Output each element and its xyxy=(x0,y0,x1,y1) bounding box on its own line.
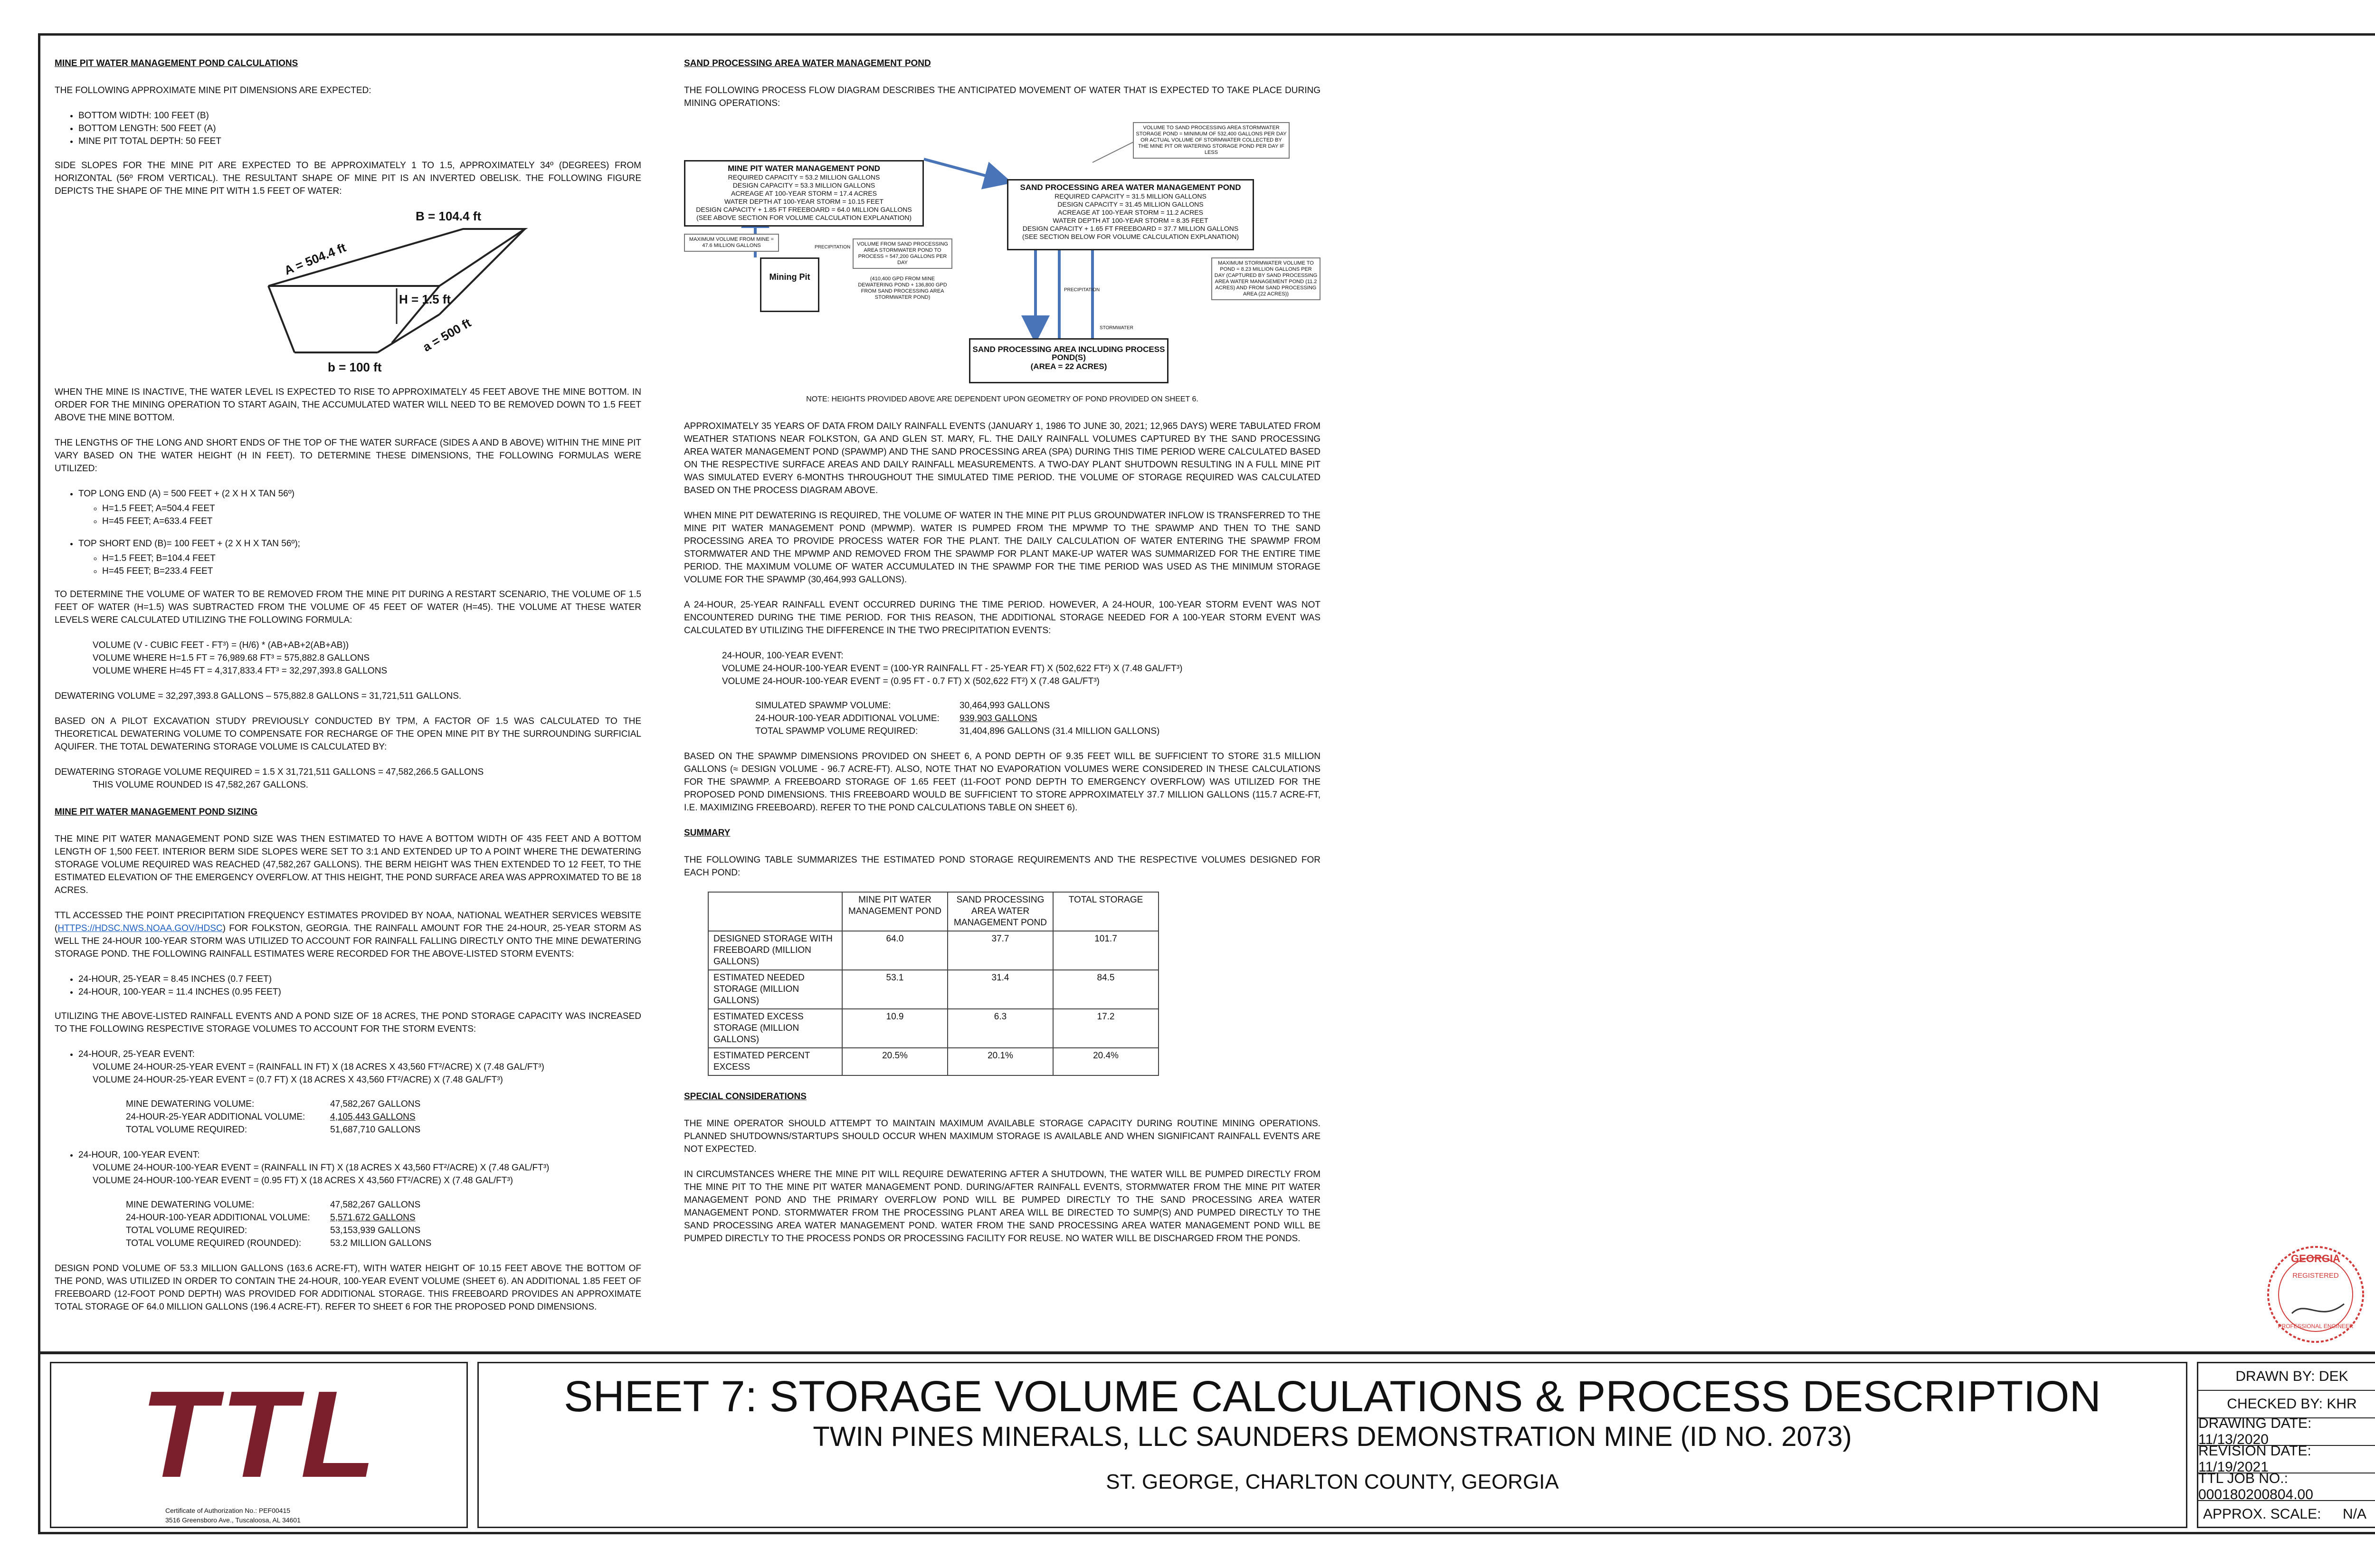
engineer-seal xyxy=(2263,1242,2368,1347)
list-item: • 24-HOUR, 100-YEAR = 11.4 INCHES (0.95 FEET) xyxy=(78,986,641,998)
formula-line: VOLUME WHERE H=45 FT = 4,317,833.4 FT³ = 32,297,393.8 GALLONS xyxy=(93,666,388,676)
volume-formulas xyxy=(55,639,641,677)
paragraph: IN CIRCUMSTANCES WHERE THE MINE PIT WILL REQUIRE DEWATERING AFTER A SHUTDOWN, THE WATER WILL BE PUMPED DIRECTLY FROM THE MINE PIT TO THE MINE PIT WATER MANAGEMENT POND. DURING/AFTER RAINFALL EVENTS, STORMWATER FROM THE MINE PIT WATER MANAGEMENT POND AND THE PRIMARY OVERFLOW POND WILL BE PUMPED DIRECTLY TO THE SAND PROCESSING AREA WATER MANAGEMENT POND. STORMWATER FROM THE PROCESSING PLANT AREA WILL BE DIRECTED TO SUMP(S) AND PUMPED DIRECTLY TO THE SAND PROCESSING AREA WATER MANAGEMENT POND. WATER FROM THE SAND PROCESSING AREA WATER MANAGEMENT POND WILL BE PUMPED DIRECTLY TO THE PROCESS PONDS OR PROCESSING FACILITY FOR REUSE. NO WATER WILL BE DISCHARGED FROM THE PONDS. xyxy=(684,1169,1320,1244)
text-span: ) FOR FOLKSTON, GEORGIA. THE RAINFALL AMOUNT FOR THE 24-HOUR, 25-YEAR STORM AS WELL THE 24-HOUR 100-YEAR STORM WAS UTILIZED TO ACCOUNT FOR RAINFALL FALLING DIRECTLY ONTO THE MINE DEWATERING STORAGE POND. THE FOLLOWING RAINFALL ESTIMATES WERE RECORDED FOR THE ABOVE-LISTED STORM EVENTS: xyxy=(55,923,641,959)
row-label: SIMULATED SPAWMP VOLUME: xyxy=(755,701,891,711)
box-line: DESIGN CAPACITY + 1.85 FT FREEBOARD = 64.0 MILLION GALLONS xyxy=(696,206,912,213)
event-25-table xyxy=(55,1098,641,1136)
list-item: ◦ H=45 FEET; B=233.4 FEET xyxy=(102,565,641,578)
list-item: • 24-HOUR, 25-YEAR EVENT: xyxy=(78,1048,641,1061)
list-item: • MINE PIT TOTAL DEPTH: 50 FEET xyxy=(78,135,641,148)
spa-box xyxy=(969,338,1168,383)
formula-line: THIS VOLUME ROUNDED IS 47,582,267 GALLONS. xyxy=(93,780,309,790)
label-b: b = 100 ft xyxy=(328,360,382,374)
list-item: • TOP LONG END (A) = 500 FEET + (2 X H X TAN 56º) xyxy=(78,487,641,500)
row-label: 24-HOUR-100-YEAR ADDITIONAL VOLUME: xyxy=(126,1213,310,1223)
event-100-list xyxy=(55,1149,641,1161)
paragraph: A 24-HOUR, 25-YEAR RAINFALL EVENT OCCURRED DURING THE TIME PERIOD. HOWEVER, A 24-HOUR, 100-YEAR STORM EVENT WAS NOT ENCOUNTERED DURING THE TIME PERIOD. FOR THIS REASON, THE ADDITIONAL STORAGE NEEDED FOR A 100-YEAR STORM EVENT WAS CALCULATED BY UTILIZING THE DIFFERENCE IN THE TWO PRECIPITATION EVENTS: xyxy=(684,600,1320,636)
formula-list-A xyxy=(55,487,641,500)
paragraph: SIDE SLOPES FOR THE MINE PIT ARE EXPECTED TO BE APPROXIMATELY 1 TO 1.5, APPROXIMATELY 34º (DEGREES) FROM HORIZONTAL (56º FROM VERTICAL). THE RESULTANT SHAPE OF MINE PIT IS AN INVERTED OBELISK. THE FOLLOWING FIGURE DEPICTS THE SHAPE OF THE MINE PIT WITH 1.5 FEET OF WATER: xyxy=(55,161,641,196)
formula-line: VOLUME 24-HOUR-100-YEAR EVENT = (0.95 FT - 0.7 FT) X (502,622 FT²) X (7.48 GAL/FT³) xyxy=(722,676,1100,686)
row-label: ESTIMATED PERCENT EXCESS xyxy=(708,1048,842,1075)
list-item: • BOTTOM LENGTH: 500 FEET (A) xyxy=(78,122,641,135)
box-line: WATER DEPTH AT 100-YEAR STORM = 8.35 FEET xyxy=(1053,217,1208,224)
seal-bottom-text: PROFESSIONAL ENGINEER xyxy=(2278,1323,2354,1330)
title-block xyxy=(40,1351,2375,1535)
rainfall-list xyxy=(55,973,641,998)
sub-list xyxy=(55,552,641,578)
formula-line: VOLUME 24-HOUR-100-YEAR EVENT = (RAINFALL IN FT) X (18 ACRES X 43,560 FT²/ACRE) X (7.48 GAL/FT³) xyxy=(93,1163,550,1173)
spawmp-box xyxy=(1007,179,1254,250)
note-process-volume: VOLUME FROM SAND PROCESSING AREA STORMWATER POND TO PROCESS = 547,200 GALLONS PER DAY xyxy=(853,238,952,269)
paragraph: THE FOLLOWING TABLE SUMMARIZES THE ESTIMATED POND STORAGE REQUIREMENTS AND THE RESPECTIVE VOLUMES DESIGNED FOR EACH POND: xyxy=(684,855,1320,878)
formula-list-B xyxy=(55,537,641,550)
list-item: • BOTTOM WIDTH: 100 FEET (B) xyxy=(78,109,641,122)
paragraph: APPROXIMATELY 35 YEARS OF DATA FROM DAILY RAINFALL EVENTS (JANUARY 1, 1986 TO JUNE 30, 2021; 12,965 DAYS) WERE TABULATED FROM WEATHER STATIONS NEAR FOLKSTON, GA AND GLEN ST. MARY, FL. THE DAILY RAINFALL VOLUMES CAPTURED BY THE SAND PROCESSING AREA WATER MANAGEMENT POND (SPAWMP) AND THE SAND PROCESSING AREA (SPA) DURING THIS TIME PERIOD WERE CALCULATED BASED ON THE RESPECTIVE SURFACE AREAS AND DAILY RAINFALL MEASUREMENTS. A TWO-DAY PLANT SHUTDOWN RESULTING IN A FULL MINE PIT WAS SIMULATED EVERY 6-MONTHS THROUGHOUT THE SIMULATED TIME PERIOD. THE VOLUME OF STORAGE REQUIRED WAS CALCULATED BASED ON THE PROCESS DIAGRAM ABOVE. xyxy=(684,421,1320,495)
box-line: (SEE SECTION BELOW FOR VOLUME CALCULATION EXPLANATION) xyxy=(1022,233,1239,240)
sub-list xyxy=(55,502,641,528)
row-label: 24-HOUR-100-YEAR ADDITIONAL VOLUME: xyxy=(755,713,940,723)
section-heading: MINE PIT WATER MANAGEMENT POND CALCULATIONS xyxy=(55,58,298,68)
list-item: • TOP SHORT END (B)= 100 FEET + (2 X H X TAN 56º); xyxy=(78,537,641,550)
box-title: Mining Pit xyxy=(769,272,810,282)
scale-value: N/A xyxy=(2342,1506,2366,1522)
paragraph: TO DETERMINE THE VOLUME OF WATER TO BE REMOVED FROM THE MINE PIT DURING A RESTART SCENARIO, THE VOLUME OF 1.5 FEET OF WATER (H=1.5) WAS SUBTRACTED FROM THE VOLUME OF 45 FEET OF WATER (H=45). THE VOLUME AT THESE WATER LEVELS WERE CALCULATED UTILIZING THE FOLLOWING FORMULA: xyxy=(55,589,641,625)
row-value: 939,903 GALLONS xyxy=(960,713,1037,723)
box-title: SAND PROCESSING AREA WATER MANAGEMENT POND xyxy=(1020,183,1241,192)
table-corner xyxy=(708,892,842,931)
row-value: 53.2 MILLION GALLONS xyxy=(330,1238,432,1248)
list-item: ◦ H=1.5 FEET; A=504.4 FEET xyxy=(102,502,641,515)
box-line: DESIGN CAPACITY + 1.65 FT FREEBOARD = 37.7 MILLION GALLONS xyxy=(1022,225,1239,232)
box-line: DESIGN CAPACITY = 53.3 MILLION GALLONS xyxy=(732,181,875,189)
seal-top-text: GEORGIA xyxy=(2291,1253,2340,1264)
section-heading: MINE PIT WATER MANAGEMENT POND SIZING xyxy=(55,807,258,817)
list-item: ◦ H=45 FEET; A=633.4 FEET xyxy=(102,515,641,528)
left-column xyxy=(55,57,641,1326)
note-gpd: (410,400 GPD FROM MINE DEWATERING POND + 136,800 GPD FROM SAND PROCESSING AREA STORMWATER POND) xyxy=(853,274,952,303)
table-row xyxy=(708,931,1159,970)
label-H: H = 1.5 ft xyxy=(399,292,451,306)
paragraph: WHEN MINE PIT DEWATERING IS REQUIRED, THE VOLUME OF WATER IN THE MINE PIT PLUS GROUNDWATER INFLOW IS TRANSFERRED TO THE MINE PIT WATER MANAGEMENT POND (MPWMP). WATER IS PUMPED FROM THE MPWMP TO THE SPAWMP AND THEN TO THE SAND PROCESSING AREA TO PROVIDE PROCESS WATER FOR THE PLANT. THE DAILY CALCULATION OF WATER ENTERING THE SPAWMP FROM STORMWATER AND THE MPWMP AND REMOVED FROM THE SPAWMP FOR PLANT MAKE-UP WATER WAS SUMMARIZED FOR THE ENTIRE TIME PERIOD. THE MAXIMUM VOLUME OF WATER ACCUMULATED IN THE SPAWMP FOR THE TIME PERIOD WAS USED AS THE MINIMUM STORAGE VOLUME FOR THE SPAWMP (30,464,993 GALLONS). xyxy=(684,511,1320,585)
row-value: 53,153,939 GALLONS xyxy=(330,1226,421,1235)
paragraph: THE FOLLOWING APPROXIMATE MINE PIT DIMENSIONS ARE EXPECTED: xyxy=(55,86,371,95)
row-value: 47,582,267 GALLONS xyxy=(330,1200,421,1210)
box-line: ACREAGE AT 100-YEAR STORM = 17.4 ACRES xyxy=(731,190,877,197)
row-label: ESTIMATED EXCESS STORAGE (MILLION GALLONS) xyxy=(708,1009,842,1048)
box-line: REQUIRED CAPACITY = 31.5 MILLION GALLONS xyxy=(1054,192,1206,200)
row-label: DESIGNED STORAGE WITH FREEBOARD (MILLION GALLONS) xyxy=(708,931,842,970)
list-item: • 24-HOUR, 25-YEAR = 8.45 INCHES (0.7 FEET) xyxy=(78,973,641,986)
section-heading: SUMMARY xyxy=(684,828,731,838)
title-panel xyxy=(477,1362,2187,1528)
certificate-text: Certificate of Authorization No.: PEF00415 xyxy=(165,1507,291,1514)
cell: 17.2 xyxy=(1053,1009,1159,1048)
row-value: 5,571,672 GALLONS xyxy=(330,1213,416,1223)
column-header: TOTAL STORAGE xyxy=(1053,892,1159,931)
note-max-volume: MAXIMUM VOLUME FROM MINE = 47.6 MILLION GALLONS xyxy=(684,234,779,252)
table-header-row xyxy=(708,892,1159,931)
box-subtitle: (AREA = 22 ACRES) xyxy=(1030,362,1107,371)
cell: 10.9 xyxy=(842,1009,948,1048)
cell: 20.1% xyxy=(948,1048,1053,1075)
paragraph: BASED ON THE SPAWMP DIMENSIONS PROVIDED ON SHEET 6, A POND DEPTH OF 9.35 FEET WILL BE SUFFICIENT TO STORE 31.5 MILLION GALLONS (≈ DESIGN VOLUME - 96.7 ACRE-FT). ALSO, NOTE THAT NO EVAPORATION VOLUMES WERE CONSIDERED IN THESE CALCULATIONS FOR THE SPAWMP. A FREEBOARD STORAGE OF 1.65 FEET (11-FOOT POND DEPTH TO EMERGENCY OVERFLOW) WAS UTILIZED FOR THE PROPOSED POND DIMENSIONS. THIS FREEBOARD WOULD BE SUFFICIENT TO STORE APPROXIMATELY 37.7 MILLION GALLONS (115.7 ACRE-FT, I.E. MAXIMIZING FREEBOARD). REFER TO THE POND CALCULATIONS TABLE ON SHEET 6). xyxy=(684,751,1320,813)
paragraph: DEWATERING VOLUME = 32,297,393.8 GALLONS – 575,882.8 GALLONS = 31,721,511 GALLONS. xyxy=(55,691,462,701)
paragraph: THE FOLLOWING PROCESS FLOW DIAGRAM DESCRIBES THE ANTICIPATED MOVEMENT OF WATER THAT IS EXPECTED TO TAKE PLACE DURING MINING OPERATIONS: xyxy=(684,86,1320,108)
formula-line: DEWATERING STORAGE VOLUME REQUIRED = 1.5 X 31,721,511 GALLONS = 47,582,266.5 GALLONS xyxy=(55,767,484,777)
event-heading: 24-HOUR, 100-YEAR EVENT: xyxy=(722,651,844,661)
cell: 53.1 xyxy=(842,970,948,1009)
table-row xyxy=(708,1048,1159,1075)
row-label: TOTAL VOLUME REQUIRED (ROUNDED): xyxy=(126,1238,302,1248)
cell: 20.5% xyxy=(842,1048,948,1075)
paragraph xyxy=(55,909,641,960)
paragraph: UTILIZING THE ABOVE-LISTED RAINFALL EVENTS AND A POND SIZE OF 18 ACRES, THE POND STORAGE CAPACITY WAS INCREASED TO THE FOLLOWING RESPECTIVE STORAGE VOLUMES TO ACCOUNT FOR THE STORM EVENTS: xyxy=(55,1011,641,1034)
box-line: REQUIRED CAPACITY = 53.2 MILLION GALLONS xyxy=(728,173,880,181)
checked-by: CHECKED BY: KHR xyxy=(2198,1391,2375,1418)
process-flow-diagram xyxy=(684,122,1320,388)
scale-label: APPROX. SCALE: xyxy=(2203,1506,2321,1522)
row-value: 30,464,993 GALLONS xyxy=(960,701,1050,711)
cell: 31.4 xyxy=(948,970,1053,1009)
mining-pit-box xyxy=(760,257,819,312)
approx-scale xyxy=(2198,1501,2375,1528)
drawing-date: DRAWING DATE: 11/13/2020 xyxy=(2198,1418,2375,1446)
column-header: SAND PROCESSING AREA WATER MANAGEMENT POND xyxy=(948,892,1053,931)
formula-line: VOLUME 24-HOUR-25-YEAR EVENT = (RAINFALL IN FT) X (18 ACRES X 43,560 FT²/ACRE) X (7.48 GAL/FT³) xyxy=(93,1062,544,1072)
event-25-list xyxy=(55,1048,641,1061)
cell: 6.3 xyxy=(948,1009,1053,1048)
note-right: MAXIMUM STORMWATER VOLUME TO POND = 8.23 MILLION GALLONS PER DAY (CAPTURED BY SAND PROCESSING AREA WATER MANAGEMENT POND (11.2 ACRES) AND FROM SAND PROCESSING AREA (22 ACRES)) xyxy=(1211,257,1320,300)
row-label: 24-HOUR-25-YEAR ADDITIONAL VOLUME: xyxy=(126,1112,305,1122)
mpwmp-box xyxy=(684,160,924,227)
box-line: (SEE ABOVE SECTION FOR VOLUME CALCULATION EXPLANATION) xyxy=(696,214,912,221)
row-label: MINE DEWATERING VOLUME: xyxy=(126,1099,255,1109)
row-value: 51,687,710 GALLONS xyxy=(330,1125,421,1135)
precipitation-label: PRECIPITATION xyxy=(815,245,851,250)
label-B: B = 104.4 ft xyxy=(416,209,482,223)
cell: 37.7 xyxy=(948,931,1053,970)
noaa-link[interactable]: HTTPS://HDSC.NWS.NOAA.GOV/HDSC xyxy=(57,923,223,933)
box-line: ACREAGE AT 100-YEAR STORM = 11.2 ACRES xyxy=(1058,209,1203,216)
box-title: SAND PROCESSING AREA INCLUDING PROCESS POND(S) xyxy=(972,345,1165,362)
note-top: VOLUME TO SAND PROCESSING AREA STORMWATER STORAGE POND = MINIMUM OF 532,400 GALLONS PER DAY OR ACTUAL VOLUME OF STORMWATER COLLECTED BY THE MINE PIT OR WATERING STORAGE POND PER DAY IF LESS xyxy=(1133,122,1290,159)
logo-panel xyxy=(50,1362,468,1528)
paragraph: THE MINE PIT WATER MANAGEMENT POND SIZE WAS THEN ESTIMATED TO HAVE A BOTTOM WIDTH OF 435 FEET AND A BOTTOM LENGTH OF 1,500 FEET. INTERIOR BERM SIDE SLOPES WERE SET TO 3:1 AND EXTENDED UP TO A POINT WHERE THE DEWATERING STORAGE VOLUME REQUIRED WAS REACHED (47,582,267 GALLONS). THE BERM HEIGHT WAS THEN EXTENDED TO 12 FEET, TO THE ESTIMATED ELEVATION OF THE EMERGENCY OVERFLOW. AT THIS HEIGHT, THE POND SURFACE AREA WAS APPROXIMATED TO BE 18 ACRES. xyxy=(55,834,641,895)
mine-pit-figure xyxy=(55,210,641,386)
table-row xyxy=(708,970,1159,1009)
row-label: TOTAL VOLUME REQUIRED: xyxy=(126,1125,247,1135)
paragraph: DESIGN POND VOLUME OF 53.3 MILLION GALLONS (163.6 ACRE-FT), WITH WATER HEIGHT OF 10.15 FEET ABOVE THE BOTTOM OF THE POND, WAS UTILIZED IN ORDER TO CONTAIN THE 24-HOUR, 100-YEAR EVENT VOLUME (SHEET 6). AN ADDITIONAL 1.85 FEET OF FREEBOARD (12-FOOT POND DEPTH) WAS PROVIDED FOR ADDITIONAL STORAGE. THIS FREEBOARD PROVIDES AN APPROXIMATE TOTAL STORAGE OF 64.0 MILLION GALLONS (196.4 ACRE-FT). REFER TO SHEET 6 FOR THE PROPOSED POND DIMENSIONS. xyxy=(55,1264,641,1312)
stormwater-label: STORMWATER xyxy=(1100,325,1133,331)
diagram-caption: NOTE: HEIGHTS PROVIDED ABOVE ARE DEPENDENT UPON GEOMETRY OF POND PROVIDED ON SHEET 6. xyxy=(806,395,1198,403)
list-item: ◦ H=1.5 FEET; B=104.4 FEET xyxy=(102,552,641,565)
spawmp-volume-table xyxy=(684,699,1320,738)
formula-line: VOLUME (V - CUBIC FEET - FT³) = (H/6) * (AB+AB+2(AB+AB)) xyxy=(93,640,349,650)
cell: 101.7 xyxy=(1053,931,1159,970)
dimension-list xyxy=(55,109,641,148)
row-value: 47,582,267 GALLONS xyxy=(330,1099,421,1109)
cell: 20.4% xyxy=(1053,1048,1159,1075)
label-a: a = 500 ft xyxy=(420,315,474,355)
cell: 84.5 xyxy=(1053,970,1159,1009)
box-title: MINE PIT WATER MANAGEMENT POND xyxy=(728,164,880,173)
project-subtitle: TWIN PINES MINERALS, LLC SAUNDERS DEMONSTRATION MINE (ID NO. 2073) xyxy=(813,1421,1852,1452)
right-column xyxy=(684,57,1320,1257)
paragraph: BASED ON A PILOT EXCAVATION STUDY PREVIOUSLY CONDUCTED BY TPM, A FACTOR OF 1.5 WAS CALCULATED TO THE THEORETICAL DEWATERING VOLUME TO COMPENSATE FOR RECHARGE OF THE OPEN MINE PIT BY THE SURROUNDING SURFICIAL AQUIFER. THE TOTAL DEWATERING STORAGE VOLUME IS CALCULATED BY: xyxy=(55,716,641,752)
formula-line: VOLUME 24-HOUR-100-YEAR EVENT = (100-YR RAINFALL FT - 25-YEAR FT) X (502,622 FT²) X (7.48 GAL/FT³) xyxy=(722,664,1183,674)
row-label: TOTAL SPAWMP VOLUME REQUIRED: xyxy=(755,726,918,736)
column-header: MINE PIT WATER MANAGEMENT POND xyxy=(842,892,948,931)
row-label: TOTAL VOLUME REQUIRED: xyxy=(126,1226,247,1235)
event-100-table xyxy=(55,1198,641,1250)
formula-line: VOLUME WHERE H=1.5 FT = 76,989.68 FT³ = 575,882.8 GALLONS xyxy=(93,653,370,663)
revision-date: REVISION DATE: 11/19/2021 xyxy=(2198,1446,2375,1473)
formula-line: VOLUME 24-HOUR-25-YEAR EVENT = (0.7 FT) X (18 ACRES X 43,560 FT²/ACRE) X (7.48 GAL/FT³) xyxy=(93,1075,503,1085)
drawn-by: DRAWN BY: DEK xyxy=(2198,1363,2375,1391)
seal-mid-text: REGISTERED xyxy=(2292,1272,2339,1280)
project-location: ST. GEORGE, CHARLTON COUNTY, GEORGIA xyxy=(1106,1470,1559,1493)
box-line: WATER DEPTH AT 100-YEAR STORM = 10.15 FEET xyxy=(724,198,884,205)
list-item: • 24-HOUR, 100-YEAR EVENT: xyxy=(78,1149,641,1161)
label-A: A = 504.4 ft xyxy=(282,240,348,278)
ttl-logo: TTL xyxy=(140,1366,381,1503)
cell: 64.0 xyxy=(842,931,948,970)
box-line: DESIGN CAPACITY = 31.45 MILLION GALLONS xyxy=(1057,200,1204,208)
section-heading: SPECIAL CONSIDERATIONS xyxy=(684,1092,807,1102)
sheet-title: SHEET 7: STORAGE VOLUME CALCULATIONS & PROCESS DESCRIPTION xyxy=(563,1372,2101,1421)
summary-table xyxy=(708,892,1159,1076)
row-label: ESTIMATED NEEDED STORAGE (MILLION GALLONS) xyxy=(708,970,842,1009)
paragraph: THE LENGTHS OF THE LONG AND SHORT ENDS OF THE TOP OF THE WATER SURFACE (SIDES A AND B ABOVE) WITHIN THE MINE PIT VARY BASED ON THE WATER HEIGHT (H IN FEET). TO DETERMINE THESE DIMENSIONS, THE FOLLOWING FORMULAS WERE UTILIZED: xyxy=(55,438,641,474)
job-number: TTL JOB NO.: 000180200804.00 xyxy=(2198,1473,2375,1501)
row-value: 4,105,443 GALLONS xyxy=(330,1112,416,1122)
drawing-sheet xyxy=(38,33,2375,1534)
info-panel xyxy=(2197,1362,2375,1528)
formula-line: VOLUME 24-HOUR-100-YEAR EVENT = (0.95 FT) X (18 ACRES X 43,560 FT²/ACRE) X (7.48 GAL/FT³) xyxy=(93,1176,513,1186)
text-span: TTL ACCESSED THE POINT PRECIPITATION FREQUENCY ESTIMATES PROVIDED BY NOAA, NATIONAL WEATHER SERVICES WEBSITE ( xyxy=(55,911,641,933)
address-text: 3516 Greensboro Ave., Tuscaloosa, AL 34601 xyxy=(165,1516,301,1524)
precipitation-label: PRECIPITATION xyxy=(1064,287,1100,293)
row-label: MINE DEWATERING VOLUME: xyxy=(126,1200,255,1210)
row-value: 31,404,896 GALLONS (31.4 MILLION GALLONS) xyxy=(960,726,1160,736)
table-row xyxy=(708,1009,1159,1048)
section-heading: SAND PROCESSING AREA WATER MANAGEMENT POND xyxy=(684,58,931,68)
paragraph: WHEN THE MINE IS INACTIVE, THE WATER LEVEL IS EXPECTED TO RISE TO APPROXIMATELY 45 FEET ABOVE THE MINE BOTTOM. IN ORDER FOR THE MINING OPERATION TO START AGAIN, THE ACCUMULATED WATER WILL NEED TO BE REMOVED DOWN TO 1.5 FEET ABOVE THE MINE BOTTOM. xyxy=(55,387,641,423)
paragraph: THE MINE OPERATOR SHOULD ATTEMPT TO MAINTAIN MAXIMUM AVAILABLE STORAGE CAPACITY DURING ROUTINE MINING OPERATIONS. PLANNED SHUTDOWNS/STARTUPS SHOULD OCCUR WHEN MAXIMUM STORAGE IS AVAILABLE AND WHEN SIGNIFICANT RAINFALL EVENTS ARE NOT EXPECTED. xyxy=(684,1119,1320,1154)
